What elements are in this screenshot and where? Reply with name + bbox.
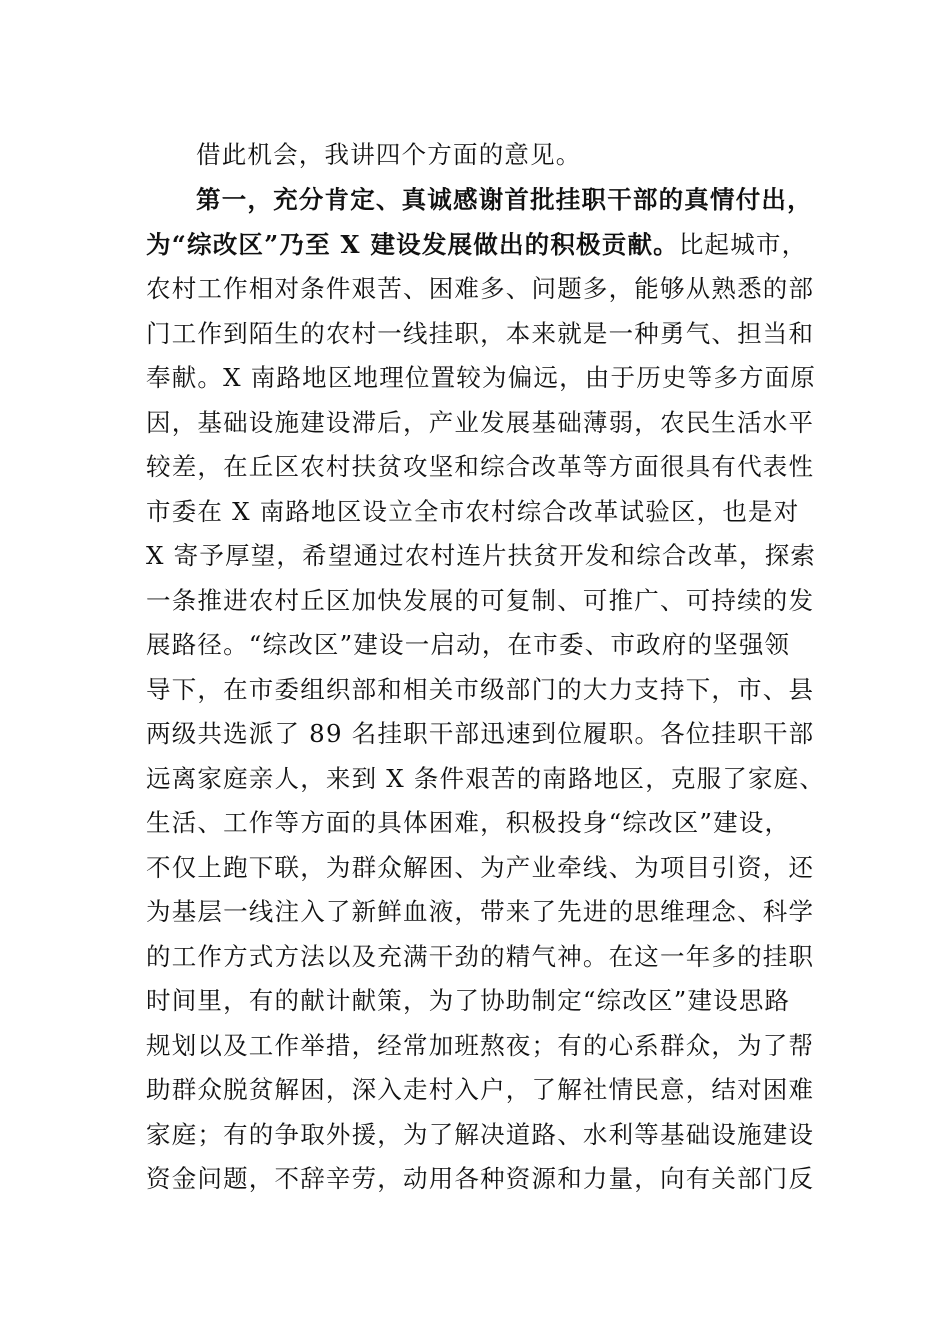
paragraph-line: 因，基础设施建设滞后，产业发展基础薄弱，农民生活水平 [146,408,815,437]
section-heading-line: 第一，充分肯定、真诚感谢首批挂职干部的真情付出， [196,185,813,214]
paragraph-line: 市委在 X 南路地区设立全市农村综合改革试验区，也是对 [146,497,800,526]
paragraph-text: 比起城市， [678,230,808,259]
paragraph-line: 为基层一线注入了新鲜血液，带来了先进的思维理念、科学 [146,897,815,926]
paragraph-line: 生活、工作等方面的具体困难，积极投身“综改区”建设， [146,808,791,837]
paragraph-line: 规划以及工作举措，经常加班熬夜；有的心系群众，为了帮 [146,1031,815,1060]
section-heading-continuation: 为“综改区”乃至 X 建设发展做出的积极贡献。 [146,230,679,259]
paragraph-line: 不仅上跑下联，为群众解困、为产业牵线、为项目引资，还 [146,853,815,882]
paragraph-line: 资金问题，不辞辛劳，动用各种资源和力量，向有关部门反 [146,1164,815,1193]
paragraph-line: 远离家庭亲人，来到 X 条件艰苦的南路地区，克服了家庭、 [146,764,826,793]
paragraph-line: 奉献。X 南路地区地理位置较为偏远，由于历史等多方面原 [146,363,817,392]
paragraph-line: 两级共选派了 89 名挂职干部迅速到位履职。各位挂职干部 [146,719,815,748]
paragraph-line: 门工作到陌生的农村一线挂职，本来就是一种勇气、担当和 [146,319,815,348]
paragraph-line: 较差，在丘区农村扶贫攻坚和综合改革等方面很具有代表性 [146,452,815,481]
paragraph-line: 助群众脱贫解困，深入走村入户，了解社情民意，结对困难 [146,1075,815,1104]
paragraph-line: 农村工作相对条件艰苦、困难多、问题多，能够从熟悉的部 [146,274,815,303]
paragraph-line: 时间里，有的献计献策，为了协助制定“综改区”建设思路 [146,986,791,1015]
opening-line: 借此机会，我讲四个方面的意见。 [196,140,582,169]
paragraph-line: 展路径。“综改区”建设一启动，在市委、市政府的坚强领 [146,630,791,659]
paragraph-line: 导下，在市委组织部和相关市级部门的大力支持下，市、县 [146,675,815,704]
paragraph-line: X 寄予厚望，希望通过农村连片扶贫开发和综合改革，探索 [146,541,817,570]
paragraph-line [146,223,836,267]
paragraph-line: 的工作方式方法以及充满干劲的精气神。在这一年多的挂职 [146,942,815,971]
paragraph-line: 家庭；有的争取外援，为了解决道路、水利等基础设施建设 [146,1120,815,1149]
paragraph-line: 一条推进农村丘区加快发展的可复制、可推广、可持续的发 [146,586,815,615]
